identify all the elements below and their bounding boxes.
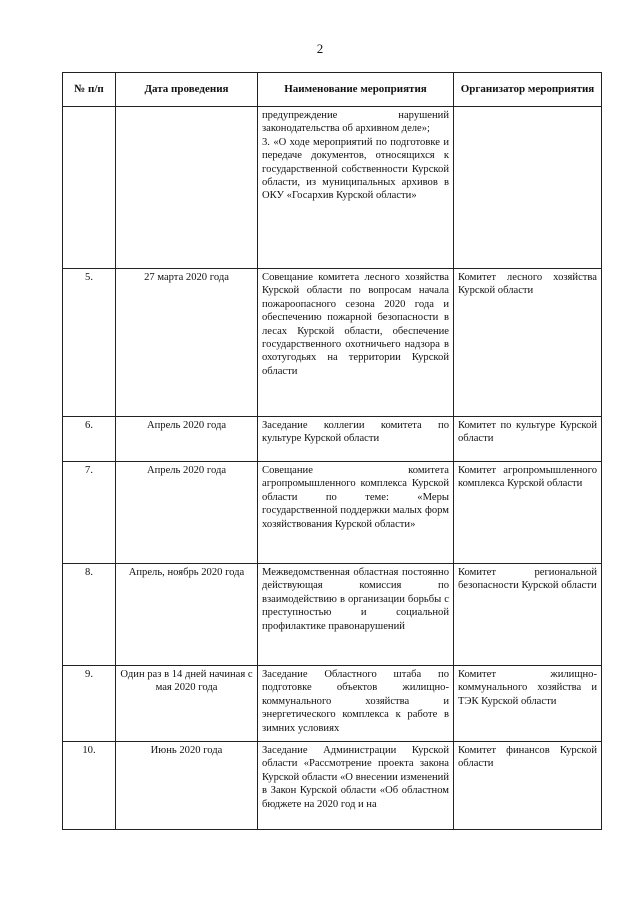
row-date: Апрель 2020 года	[116, 462, 258, 564]
header-organizer: Организатор мероприятия	[454, 73, 602, 107]
row-organizer: Комитет лесного хозяйства Курской области	[454, 269, 602, 417]
row-event: Заседание Областного штаба по подготовке объектов жилищно-коммунального хозяйства и энергетического комплекса к работе в зимних условиях	[258, 666, 454, 742]
row-number: 5.	[63, 269, 116, 417]
header-number: № п/п	[63, 73, 116, 107]
row-date: Апрель 2020 года	[116, 417, 258, 462]
row-number: 8.	[63, 564, 116, 666]
row-event: Заседание коллегии комитета по культуре Курской области	[258, 417, 454, 462]
row-organizer: Комитет жилищно-коммунального хозяйства и ТЭК Курской области	[454, 666, 602, 742]
header-event-name: Наименование мероприятия	[258, 73, 454, 107]
row-organizer: Комитет агропромышленного комплекса Курской области	[454, 462, 602, 564]
row-event: Совещание комитета агропромышленного комплекса Курской области по теме: «Меры государственной поддержки малых форм хозяйствования Курской области»	[258, 462, 454, 564]
table-row	[63, 742, 602, 830]
row-organizer: Комитет региональной безопасности Курской области	[454, 564, 602, 666]
table-row	[63, 462, 602, 564]
row-date: Июнь 2020 года	[116, 742, 258, 830]
row-number: 9.	[63, 666, 116, 742]
row-number: 7.	[63, 462, 116, 564]
row-date	[116, 107, 258, 269]
row-organizer: Комитет финансов Курской области	[454, 742, 602, 830]
row-number: 6.	[63, 417, 116, 462]
row-organizer	[454, 107, 602, 269]
row-event: Совещание комитета лесного хозяйства Курской области по вопросам начала пожароопасного сезона 2020 года и обеспечению пожарной безопасности в лесах Курской области, обеспечение государственного охотничьего надзора в охотугодьях на территории Курской области	[258, 269, 454, 417]
row-number	[63, 107, 116, 269]
row-date: Один раз в 14 дней начиная с мая 2020 года	[116, 666, 258, 742]
row-date: 27 марта 2020 года	[116, 269, 258, 417]
header-date: Дата проведения	[116, 73, 258, 107]
page-number: 2	[316, 41, 324, 56]
table-header-row	[63, 73, 602, 107]
table-row	[63, 107, 602, 269]
table-row	[63, 417, 602, 462]
events-table	[62, 72, 602, 830]
row-event: Заседание Администрации Курской области «Рассмотрение проекта закона Курской области «О внесении изменений в Закон Курской области «Об областном бюджете на 2020 год и на	[258, 742, 454, 830]
table-row	[63, 269, 602, 417]
row-number: 10.	[63, 742, 116, 830]
row-organizer: Комитет по культуре Курской области	[454, 417, 602, 462]
row-event: Межведомственная областная постоянно действующая комиссия по взаимодействию в организации борьбы с преступностью и социальной профилактике правонарушений	[258, 564, 454, 666]
table-row	[63, 666, 602, 742]
table-row	[63, 564, 602, 666]
row-date: Апрель, ноябрь 2020 года	[116, 564, 258, 666]
row-event: предупреждение нарушений законодательства об архивном деле»; 3. «О ходе мероприятий по подготовке и передаче документов, относящихся к государственной собственности Курской области, из муниципальных архивов в ОКУ «Госархив Курской области»	[258, 107, 454, 269]
